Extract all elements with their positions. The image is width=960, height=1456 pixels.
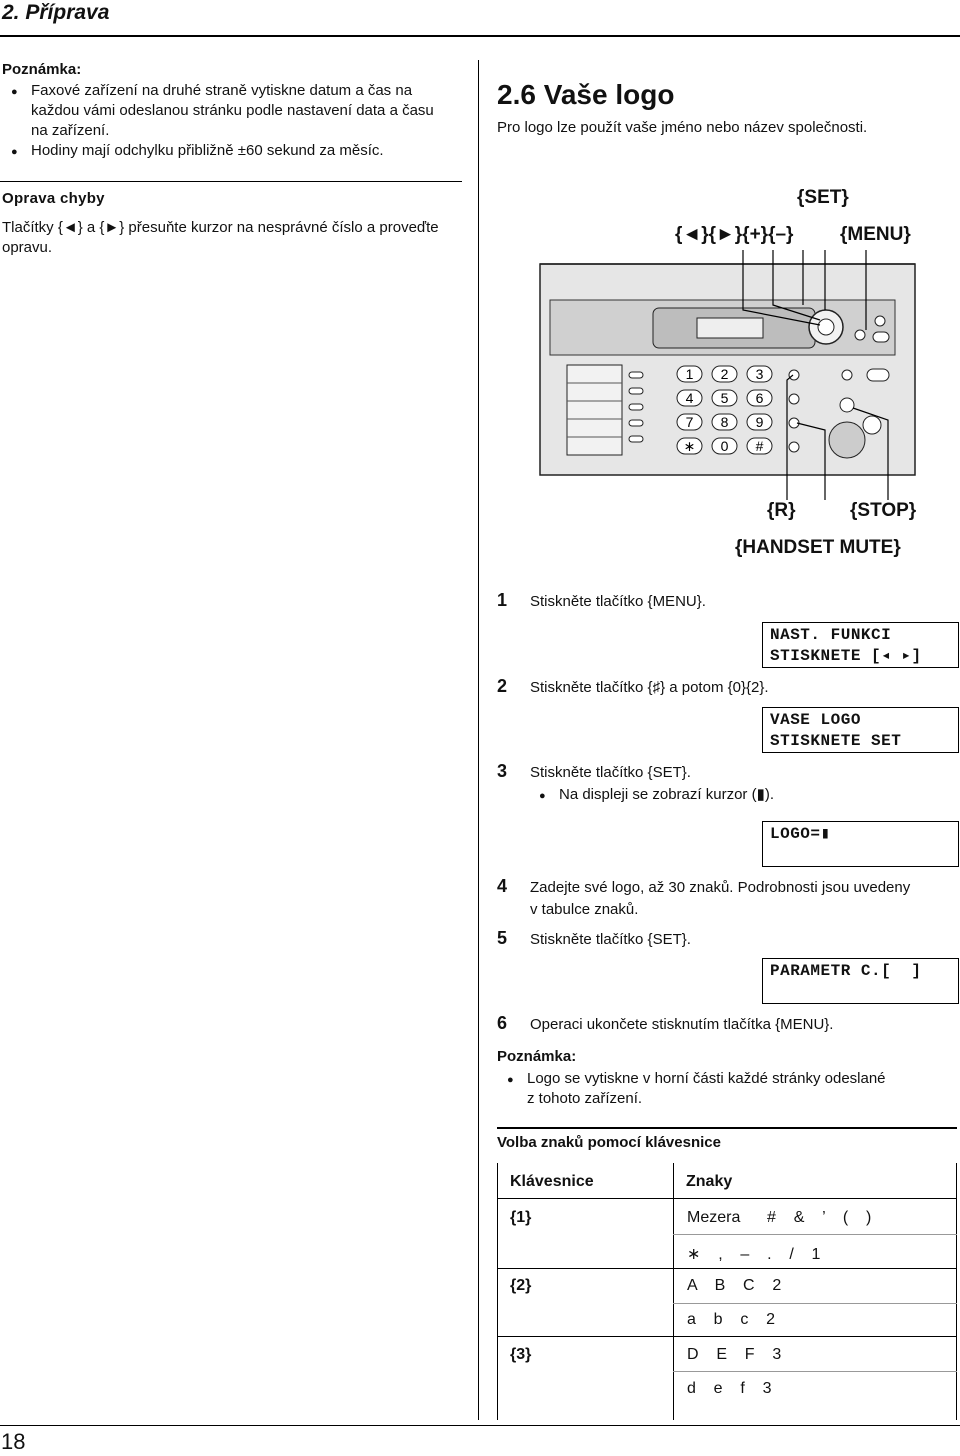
menu-key [855,330,865,340]
fax-panel-illustration [535,250,920,500]
table-row-chars: a b c 2 [687,1311,776,1328]
keypad-key-label: 6 [755,390,764,406]
table-row-key: {1} [510,1209,532,1226]
keypad-key-label: 1 [685,366,694,382]
keypad-key-label: 4 [685,390,694,406]
section-intro: Pro logo lze použít vaše jméno nebo název společnosti. [497,119,868,136]
lcd-display [697,318,763,338]
keypad-key-label: 5 [720,390,729,406]
directory-card [567,365,622,455]
correction-title: Oprava chyby [2,190,105,207]
keypad-key-label: # [755,438,764,454]
table-row-chars: d e f 3 [687,1380,772,1397]
step-3: 3 Stiskněte tlačítko {SET}. ● Na displeji se zobrazí kurzor (▮). [497,761,797,782]
step-5: 5 Stiskněte tlačítko {SET}. [497,928,691,948]
note2-title: Poznámka: [497,1048,577,1065]
lcd-display-3: LOGO=▮ [762,821,959,867]
table-row-chars: ∗ , – . / 1 [687,1246,821,1263]
step-4: 4 Zadejte své logo, až 30 znaků. Podrobnosti jsou uvedeny v tabulce znaků. [497,876,911,918]
table-row-key: {2} [510,1277,532,1294]
keypad-key-label: 8 [720,414,729,430]
page-number: 18 [1,1429,26,1454]
lcd-display-1: NAST. FUNKCI STISKNETE [◂ ▸] [762,622,959,668]
stop-key [840,398,854,412]
lcd-display-4: PARAMETR C.[ ] [762,958,959,1004]
footer-rule [0,1425,960,1426]
column-divider [478,60,479,1420]
note-item-1-cont2: na zařízení. [31,122,110,139]
step-1: 1 Stiskněte tlačítko {MENU}. [497,590,706,610]
section-divider [0,181,462,182]
note2-text: ● Logo se vytiskne v horní části každé stránky odeslané z tohoto zařízení. [527,1069,947,1109]
label-menu: {MENU} [840,224,911,245]
table-title-rule [497,1127,957,1129]
label-navigation-keys: {◄}{►}{+}{–} [675,224,794,245]
note-item-1: ● Faxové zařízení na druhé straně vytiskne datum a čas na [31,81,471,101]
keypad-key-label: 9 [755,414,764,430]
table-title: Volba znaků pomocí klávesnice [497,1134,721,1151]
set-center-key [818,319,834,335]
step-2: 2 Stiskněte tlačítko {♯} a potom {0}{2}. [497,676,769,696]
correction-text: Tlačítky {◄} a {►} přesuňte kurzor na nesprávné číslo a proveďte opravu. [2,219,439,256]
keypad-key-label: 2 [720,366,729,382]
header-chars: Znaky [686,1173,733,1190]
start-key [829,422,865,458]
table-header-row [497,1163,957,1198]
header-key: Klávesnice [510,1173,594,1190]
step-6: 6 Operaci ukončete stisknutím tlačítka {MENU}. [497,1013,834,1033]
note-item-1-cont: každou vámi odeslanou stránku podle nastavení data a času [31,102,434,119]
page-header-title: 2. Příprava [2,1,110,24]
label-stop: {STOP} [850,500,917,521]
table-row-key: {3} [510,1346,532,1363]
character-table [497,1163,957,1420]
keypad-key-label: 3 [755,366,764,382]
header-divider [0,35,960,37]
table-row-chars: A B C 2 [687,1277,782,1294]
label-handset-mute: {HANDSET MUTE} [735,537,901,558]
keypad-key-label: ∗ [683,438,696,454]
label-set: {SET} [797,187,849,208]
keypad-key-label: 7 [685,414,694,430]
table-row-chars: Mezera # & ’ ( ) [687,1209,872,1226]
table-row-chars: D E F 3 [687,1346,782,1363]
note-item-2: ● Hodiny mají odchylku přibližně ±60 sekund za měsíc. [31,141,471,161]
lcd-display-2: VASE LOGO STISKNETE SET [762,707,959,753]
note-title: Poznámka: [2,61,82,78]
keypad-key-label: 0 [720,438,729,454]
recall-key [789,370,799,380]
label-r: {R} [767,500,796,521]
note-list [31,81,471,161]
section-title: 2.6 Vaše logo [497,79,675,110]
